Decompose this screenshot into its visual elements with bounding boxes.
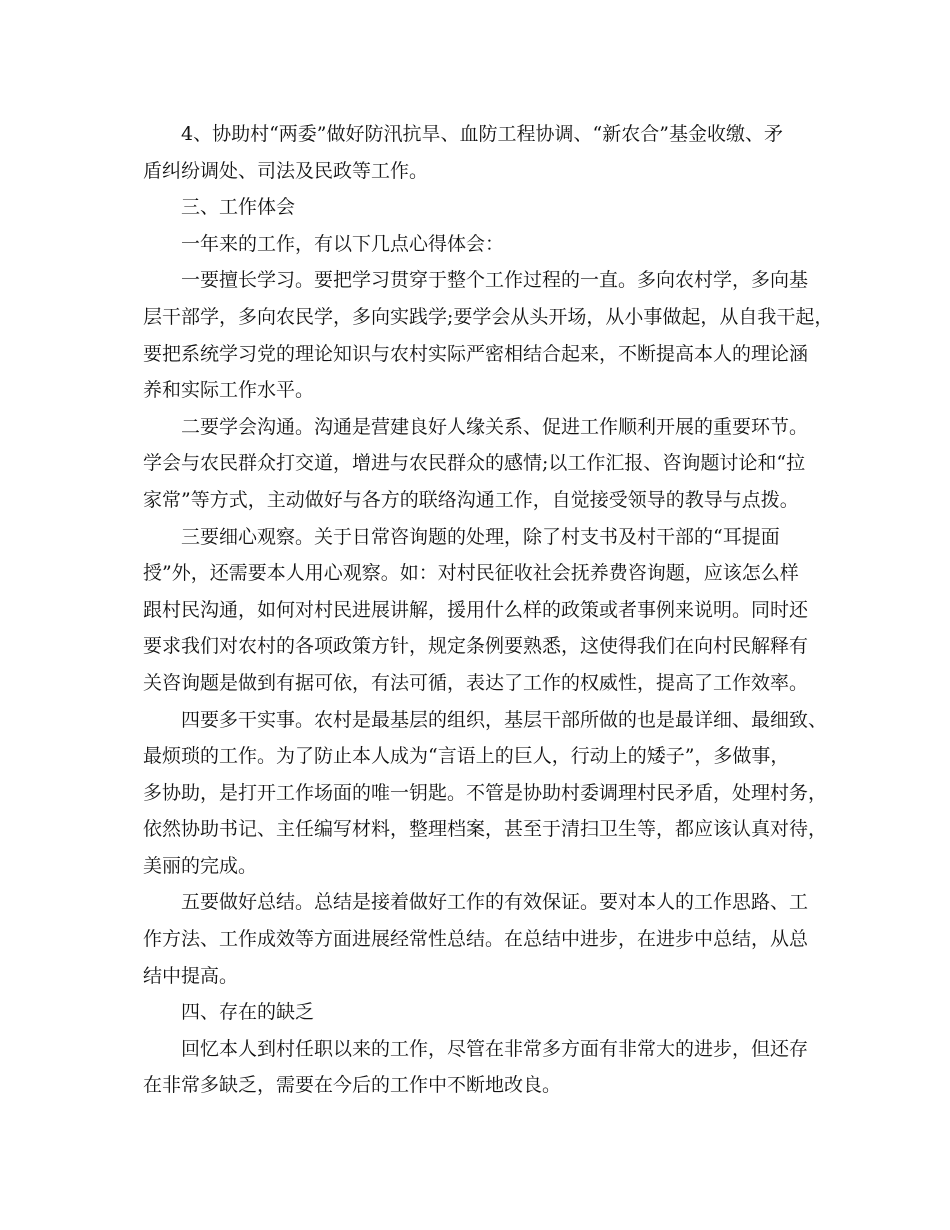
text-line: 在非常多缺乏，需要在今后的工作中不断地改良。 — [143, 1074, 562, 1097]
text-line: 养和实际工作水平。 — [143, 379, 315, 402]
document-body — [143, 116, 834, 1104]
text-line: 要求我们对农村的各项政策方针，规定条例要熟悉，这使得我们在向村民解释有 — [143, 635, 809, 658]
text-line: 学会与农民群众打交道，增进与农民群众的感情;以工作汇报、咨询题讨论和“拉 — [143, 452, 806, 475]
text-line: 关咨询题是做到有据可依，有法可循，表达了工作的权威性，提高了工作效率。 — [143, 671, 809, 694]
text-line: 4、协助村“两委”做好防汛抗旱、血防工程协调、“新农合”基金收缴、矛 — [181, 123, 783, 145]
text-line: 层干部学，多向农民学，多向实践学;要学会从头开场，从小事做起，从自我干起， — [143, 305, 834, 328]
text-line: 作方法、工作成效等方面进展经常性总结。在总结中进步，在进步中总结，从总 — [143, 928, 809, 951]
text-line: 五要做好总结。总结是接着做好工作的有效保证。要对本人的工作思路、工 — [181, 891, 809, 914]
text-line: 跟村民沟通，如何对村民进展讲解，援用什么样的政策或者事例来说明。同时还 — [143, 598, 809, 621]
text-line: 美丽的完成。 — [143, 854, 258, 877]
text-line: 回忆本人到村任职以来的工作，尽管在非常多方面有非常大的进步，但还存 — [181, 1037, 809, 1060]
text-line: 依然协助书记、主任编写材料，整理档案，甚至于清扫卫生等，都应该认真对待， — [143, 818, 828, 841]
text-line: 家常”等方式，主动做好与各方的联络沟通工作，自觉接受领导的教导与点拨。 — [143, 488, 799, 511]
text-line: 四、存在的缺乏 — [181, 1001, 315, 1024]
text-line: 盾纠纷调处、司法及民政等工作。 — [143, 159, 429, 182]
text-line: 授”外，还需要本人用心观察。如：对村民征收社会抚养费咨询题，应该怎么样 — [143, 562, 799, 585]
text-line: 四要多干实事。农村是最基层的组织，基层干部所做的也是最详细、最细致、 — [181, 708, 828, 731]
text-line: 一年来的工作，有以下几点心得体会： — [181, 232, 505, 255]
text-line: 要把系统学习党的理论知识与农村实际严密相结合起来，不断提高本人的理论涵 — [143, 342, 809, 365]
text-line: 三要细心观察。关于日常咨询题的处理，除了村支书及村干部的“耳提面 — [181, 525, 780, 548]
text-line: 结中提高。 — [143, 964, 239, 987]
text-line: 多协助，是打开工作场面的唯一钥匙。不管是协助村委调理村民矛盾，处理村务， — [143, 781, 828, 804]
text-line: 一要擅长学习。要把学习贯穿于整个工作过程的一直。多向农村学，多向基 — [181, 269, 809, 292]
text-line: 最烦琐的工作。为了防止本人成为“言语上的巨人，行动上的矮子”，多做事， — [143, 745, 790, 768]
text-line: 二要学会沟通。沟通是营建良好人缘关系、促进工作顺利开展的重要环节。 — [181, 415, 809, 438]
text-line: 三、工作体会 — [181, 196, 296, 219]
